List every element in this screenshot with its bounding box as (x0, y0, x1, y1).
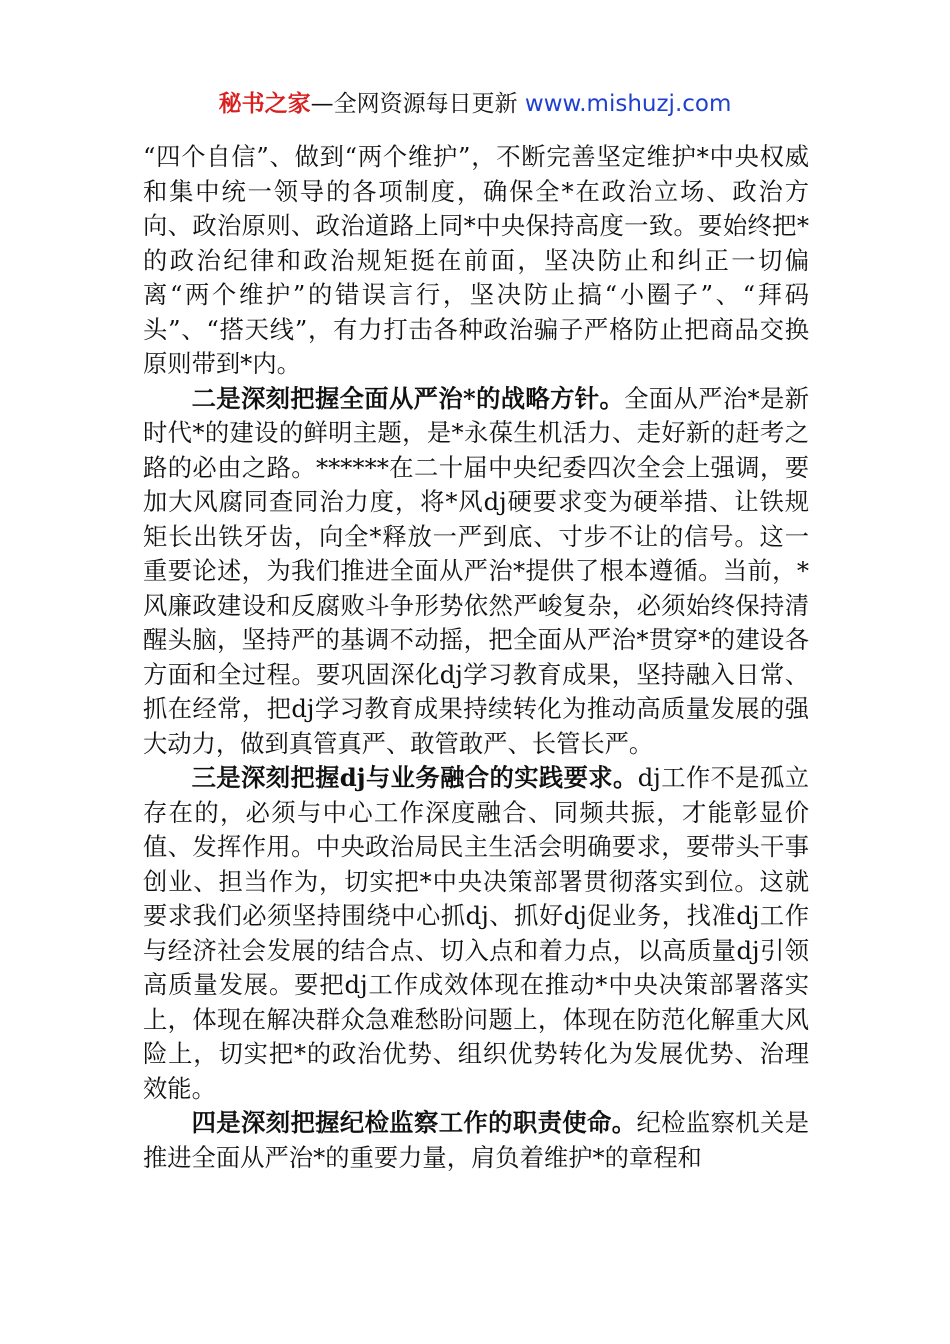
paragraph-body: 纪检监察机关是推进全面从严治*的重要力量，肩负着维护*的章程和 (143, 1108, 810, 1172)
site-header (0, 88, 950, 120)
paragraph-point-three (143, 761, 809, 1106)
paragraph-body: dj工作不是孤立存在的，必须与中心工作深度融合、同频共振，才能彰显价值、发挥作用。中央政治局民主生活会明确要求，要带头干事创业、担当作为，切实把*中央决策部署贯彻落实到位。这就要求我们必须坚持围绕中心抓dj、抓好dj促业务，找准dj工作与经济社会发展的结合点、切入点和着力点，以高质量dj引领高质量发展。要把dj工作成效体现在推动*中央决策部署落实上，体现在解决群众急难愁盼问题上，体现在防范化解重大风险上，切实把*的政治优势、组织优势转化为发展优势、治理效能。 (143, 763, 809, 1103)
paragraph-heading: 二是深刻把握全面从严治*的战略方针。 (191, 383, 625, 413)
site-url-link[interactable]: www.mishuzj.com (524, 91, 732, 117)
paragraph-heading: 三是深刻把握dj与业务融合的实践要求。 (191, 763, 638, 792)
paragraph-heading: 四是深刻把握纪检监察工作的职责使命。 (191, 1108, 637, 1137)
paragraph-continued (143, 140, 809, 382)
document-body (143, 140, 809, 1175)
paragraph-body: 全面从严治*是新时代*的建设的鲜明主题，是*永葆生机活力、走好新的赶考之路的必由之路。******在二十届中央纪委四次全会上强调，要加大风腐同查同治力度，将*风dj硬要求变为硬举措、让铁规矩长出铁牙齿，向全*释放一严到底、寸步不让的信号。这一重要论述，为我们推进全面从严治*提供了根本遵循。当前，*风廉政建设和反腐败斗争形势依然严峻复杂，必须始终保持清醒头脑，坚持严的基调不动摇，把全面从严治*贯穿*的建设各方面和全过程。要巩固深化dj学习教育成果，坚持融入日常、抓在经常，把dj学习教育成果持续转化为推动高质量发展的强大动力，做到真管真严、敢管敢严、长管长严。 (143, 383, 809, 758)
paragraph-point-four (143, 1106, 809, 1175)
brand-name: 秘书之家 (218, 91, 311, 117)
paragraph-body: “四个自信”、做到“两个维护”，不断完善坚定维护*中央权威和集中统一领导的各项制度，确保全*在政治立场、政治方向、政治原则、政治道路上同*中央保持高度一致。要始终把*的政治纪律和政治规矩挺在前面，坚决防止和纠正一切偏离“两个维护”的错误言行，坚决防止搞“小圈子”、“拜码头”、“搭天线”，有力打击各种政治骗子严格防止把商品交换原则带到*内。 (143, 142, 809, 378)
paragraph-point-two (143, 382, 809, 762)
header-tagline: —全网资源每日更新 (310, 91, 525, 117)
